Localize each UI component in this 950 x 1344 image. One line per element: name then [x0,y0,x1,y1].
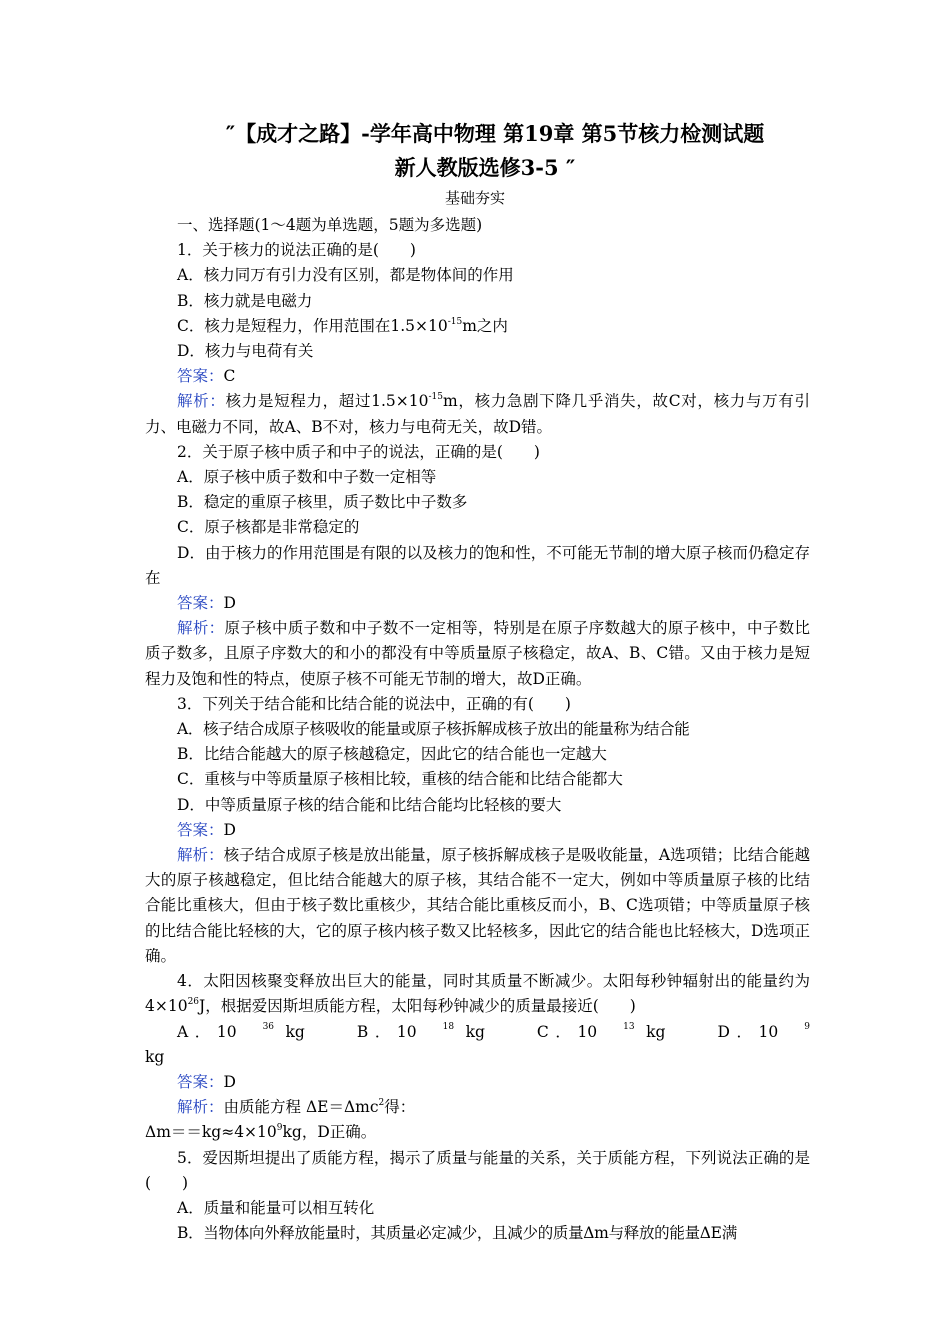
document-title-line2: 新人教版选修3-5 ″ [394,155,576,180]
q4-analysis-exponent: 2 [378,1097,385,1108]
q1-analysis [145,389,810,439]
q1-option-c-exponent: -15 [447,316,463,327]
q1-option-b: B．核力就是电磁力 [177,291,313,310]
q4-analysis-text: 由质能方程 ΔE＝Δmc [223,1098,379,1117]
q2-answer [145,591,810,616]
q2-analysis-text: 原子核中质子数和中子数不一定相等，特别是在原子序数越大的原子核中，中子数比质子数多，且原子序数大的和小的都没有中等质量原子核稳定，故A、B、C错。又由于核力是短程力及饱和性的特点，使原子核不可能无节制的增大，故D正确。 [145,619,810,688]
q4-option-c [537,1023,692,1041]
q4-answer [145,1070,810,1095]
section-heading: 基础夯实 [444,189,505,207]
q1-option-c-text: C．核力是短程力，作用范围在1.5×10 [177,316,448,335]
answer-label: 答案： [177,367,224,386]
q4-option-d-exponent: 9 [804,1022,810,1033]
analysis-label: 解析： [177,846,224,865]
answer-label: 答案： [177,594,224,613]
q4-option-c-exponent: 13 [623,1022,635,1033]
q4-options [145,1020,810,1070]
q1-analysis-rest: m，核力急剧下降几乎消失，故C对，核力与万有引力、电磁力不同，故A、B不对，核力与电荷无关，故D错。 [145,392,810,436]
document-title-line1: ″【成才之路】-学年高中物理 第19章 第5节核力检测试题 [225,121,765,146]
q3-option-a: A．核子结合成原子核吸收的能量或原子核拆解成核子放出的能量称为结合能 [177,720,690,739]
q4-calc-exponent: 9 [276,1123,283,1134]
q4-calc-text: Δm＝＝kg≈4×10 [145,1123,277,1142]
q4-option-d-text: D．10 [717,1022,779,1041]
q4-option-b-exponent: 18 [442,1022,455,1033]
q4-option-a [177,1023,331,1041]
analysis-label: 解析： [177,392,226,411]
q4-analysis-rest: 得： [384,1098,416,1117]
q1-option-a: A．核力同万有引力没有区别，都是物体间的作用 [177,266,514,285]
q3-answer [145,818,810,843]
q1-option-c-unit: m之内 [462,316,508,335]
q4-stem-exponent: 26 [187,997,200,1008]
q4-option-a-text: A．10 [177,1022,237,1041]
q3-option-c: C．重核与中等质量原子核相比较，重核的结合能和比结合能都大 [177,770,623,789]
q2-answer-value: D [223,594,236,613]
q2-option-b: B．稳定的重原子核里，质子数比中子数多 [177,493,468,512]
analysis-label: 解析： [177,619,225,638]
document-body [145,213,810,1246]
q3-option-d: D．中等质量原子核的结合能和比结合能均比轻核的要大 [177,795,562,814]
q5-stem: 5．爱因斯坦提出了质能方程，揭示了质量与能量的关系，关于质能方程，下列说法正确的是( ) [145,1148,810,1192]
q1-answer-value: C [223,367,236,386]
q5-option-b: B．当物体向外释放能量时，其质量必定减少，且减少的质量Δm与释放的能量ΔE满 [177,1224,737,1243]
q2-option-c: C．原子核都是非常稳定的 [177,518,360,537]
q4-stem [145,969,810,1019]
q1-option-c [145,314,810,339]
section-intro: 一、选择题(1～4题为单选题，5题为多选题) [177,216,483,234]
q4-option-c-unit: kg [634,1022,666,1041]
q4-option-c-text: C．10 [536,1022,598,1041]
q4-option-b-text: B．10 [356,1022,417,1041]
answer-label: 答案： [177,1072,224,1091]
q3-option-b: B．比结合能越大的原子核越稳定，因此它的结合能也一定越大 [177,745,607,764]
q5-option-a: A．质量和能量可以相互转化 [177,1198,375,1217]
q2-option-d: D．由于核力的作用范围是有限的以及核力的饱和性，不可能无节制的增大原子核而仍稳定存在 [145,543,810,587]
q2-option-a: A．原子核中质子数和中子数一定相等 [177,468,437,487]
q4-calculation [145,1120,810,1145]
answer-label: 答案： [177,820,224,839]
q3-analysis-text: 核子结合成原子核是放出能量，原子核拆解成核子是吸收能量，A选项错；比结合能越大的原子核越稳定，但比结合能越大的原子核，其结合能不一定大，例如中等质量原子核的比结合能比重核大，但由于核子数比重核少，其结合能比重核反而小，B、C选项错；中等质量原子核的比结合能比轻核的大，它的原子核内核子数又比轻核多，因此它的结合能也比轻核大，D选项正确。 [145,846,810,965]
q4-option-d-unit: kg [145,1047,165,1066]
q1-analysis-exponent: -15 [428,392,444,403]
q1-option-d: D．核力与电荷有关 [177,342,314,361]
q4-option-a-exponent: 36 [262,1022,275,1033]
q3-answer-value: D [223,820,236,839]
q4-answer-value: D [223,1072,236,1091]
analysis-label: 解析： [177,1098,224,1117]
q2-analysis [145,616,810,692]
q4-stem-text: 4．太阳因核聚变释放出巨大的能量，同时其质量不断减少。太阳每秒钟辐射出的能量约为4×10 [145,972,810,1016]
q4-stem-rest: J，根据爱因斯坦质能方程，太阳每秒钟减少的质量最接近( ) [199,997,636,1016]
q1-stem: 1．关于核力的说法正确的是( ) [177,241,416,260]
q1-analysis-text: 核力是短程力，超过1.5×10 [225,392,429,411]
q4-analysis [145,1095,810,1120]
q4-option-b [357,1023,511,1041]
q2-stem: 2．关于原子核中质子和中子的说法，正确的是( ) [177,442,540,461]
q1-answer [145,364,810,389]
q3-analysis [145,843,810,969]
q3-stem: 3．下列关于结合能和比结合能的说法中，正确的有( ) [177,694,571,713]
q4-calc-rest: kg，D正确。 [282,1123,377,1142]
q4-option-a-unit: kg [274,1022,305,1041]
q4-option-b-unit: kg [454,1022,485,1041]
